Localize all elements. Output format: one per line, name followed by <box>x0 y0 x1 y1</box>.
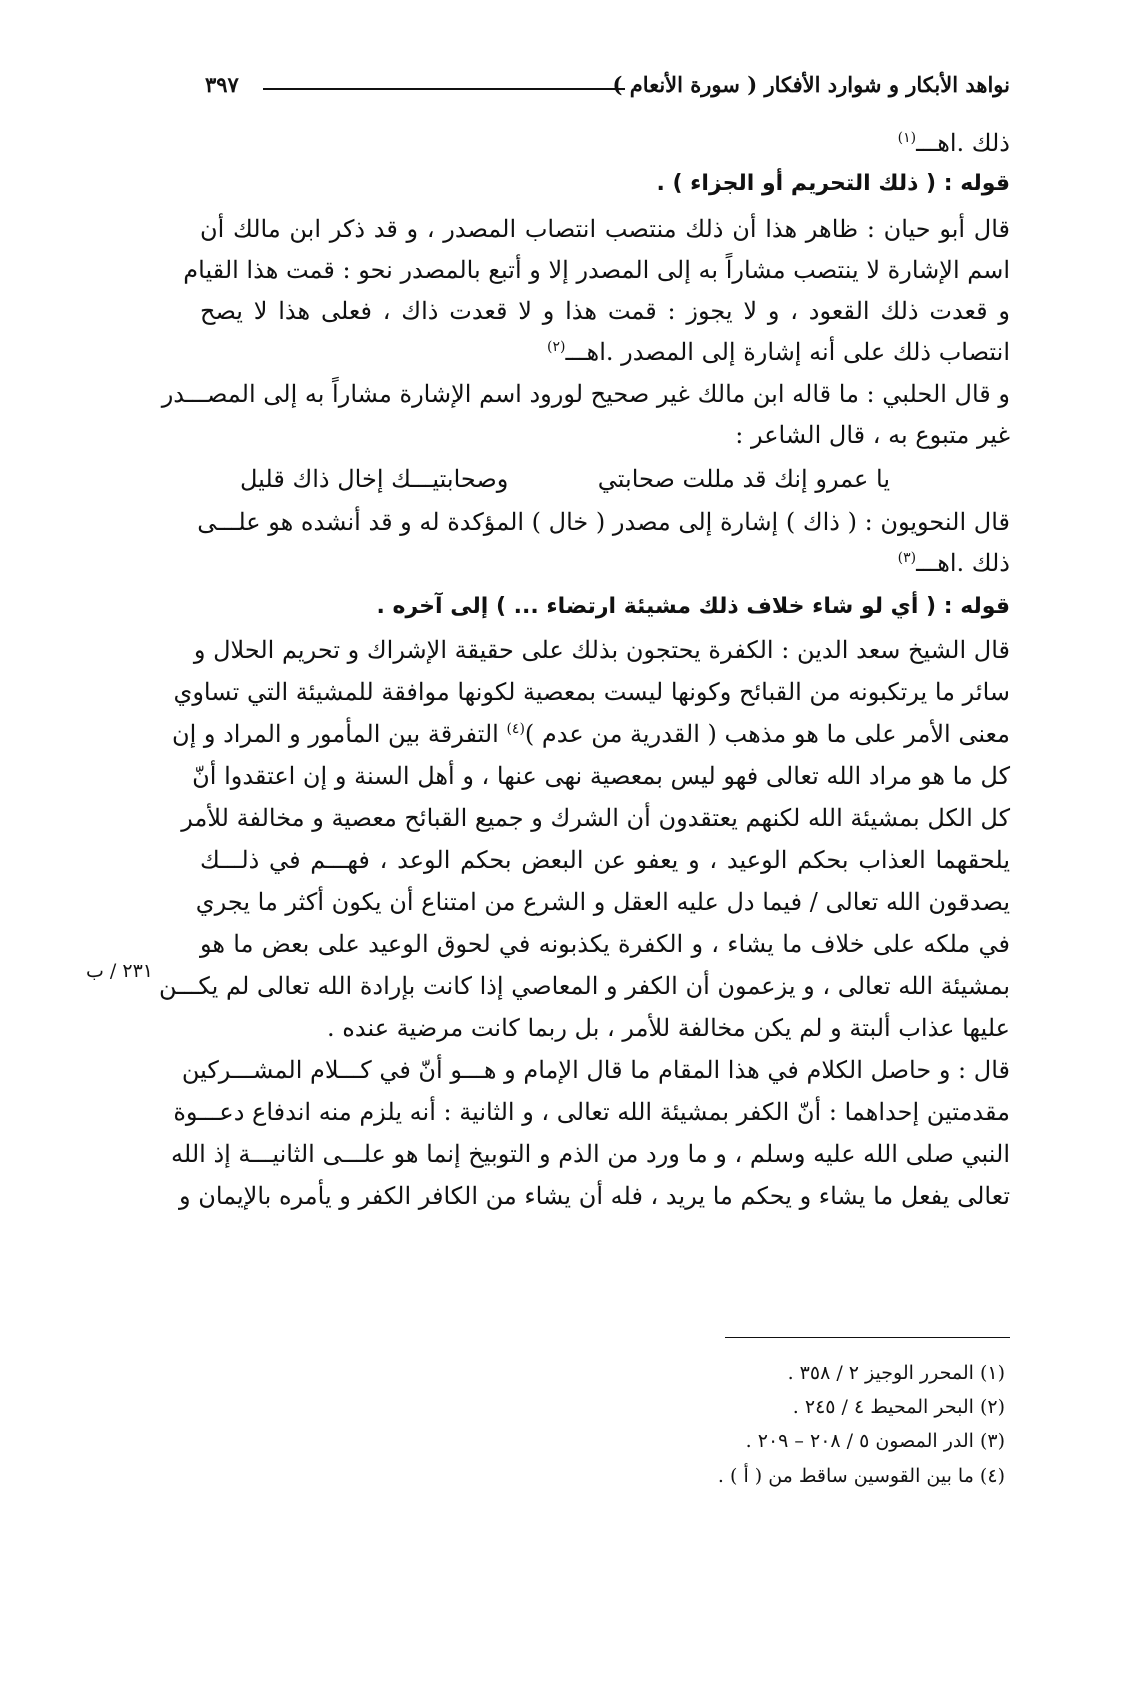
verse-hemistich-2: وصحابتيـــك إخال ذاك قليل <box>240 465 509 493</box>
page-number: ٣٩٧ <box>205 72 239 97</box>
footnote-ref: (٤) <box>506 721 525 737</box>
text-line: معنى الأمر على ما هو مذهب ( القدرية من عدم )$^{(٤)}$ التفرقة بين المأمور و المراد و إن <box>171 720 1010 748</box>
text-line: قال أبو حيان : ظاهر هذا أن ذلك منتصب انتصاب المصدر ، و قد ذكر ابن مالك أن <box>200 215 1010 243</box>
text-line: يصدقون الله تعالى / فيما دل عليه العقل و الشرع من امتناع أن يكون أكثر ما يجري <box>195 888 1010 916</box>
text-line: في ملكه على خلاف ما يشاء ، و الكفرة يكذبونه في لحوق الوعيد على بعض ما هو <box>200 930 1010 958</box>
text-line: اسم الإشارة لا ينتصب مشاراً به إلى المصدر إلا و أتبع بالمصدر نحو : قمت هذا القيام <box>183 256 1010 284</box>
text-line: يلحقهما العذاب بحكم الوعيد ، و يعفو عن البعض بحكم الوعد ، فهـــم في ذلـــك <box>200 846 1010 874</box>
text-line: و قعدت ذلك القعود ، و لا يجوز : قمت هذا و لا قعدت ذاك ، فعلى هذا لا يصح <box>200 297 1010 325</box>
footnote-ref: (١) <box>897 130 917 146</box>
section-heading: قوله : ( ذلك التحريم أو الجزاء ) . <box>656 171 1010 196</box>
text-line: ذلك .اهـــ$^{(٣)}$ <box>897 549 1010 577</box>
footnote: (٤) ما بين القوسين ساقط من ( أ ) . <box>717 1465 1005 1487</box>
text-line: انتصاب ذلك على أنه إشارة إلى المصدر .اهـــ$^{(٢)}$ <box>546 338 1010 366</box>
footnote-ref: (٣) <box>897 550 917 566</box>
text-line: كل ما هو مراد الله تعالى فهو ليس بمعصية نهى عنها ، و أهل السنة و إن اعتقدوا أنّ <box>192 762 1010 790</box>
running-header <box>205 72 1010 102</box>
text-line: ذلك .اهـــ$^{(١)}$ <box>897 129 1010 157</box>
text-line: قال النحويون : ( ذاك ) إشارة إلى مصدر ( خال ) المؤكدة له و قد أنشده هو علـــى <box>197 508 1010 536</box>
verse-hemistich-1: يا عمرو إنك قد مللت صحابتي <box>597 465 890 493</box>
footnote: (٢) البحر المحيط ٤ / ٢٤٥ . <box>792 1396 1005 1418</box>
text-line: قال الشيخ سعد الدين : الكفرة يحتجون بذلك على حقيقة الإشراك و تحريم الحلال و <box>193 636 1010 664</box>
text-line: كل الكل بمشيئة الله لكنهم يعتقدون أن الشرك و جميع القبائح معصية و مخالفة للأمر <box>181 804 1010 832</box>
section-heading: قوله : ( أي لو شاء خلاف ذلك مشيئة ارتضاء ... ) إلى آخره . <box>376 594 1010 619</box>
footnote-separator <box>725 1337 1010 1338</box>
text-line: غير متبوع به ، قال الشاعر : <box>735 421 1010 449</box>
text-line: بمشيئة الله تعالى ، و يزعمون أن الكفر و المعاصي إذا كانت بإرادة الله تعالى لم يكـــن <box>159 972 1010 1000</box>
folio-margin-note: ٢٣١ / ب <box>86 960 153 982</box>
text-line: قال : و حاصل الكلام في هذا المقام ما قال الإمام و هـــو أنّ في كـــلام المشـــركين <box>181 1056 1010 1084</box>
text-line: مقدمتين إحداهما : أنّ الكفر بمشيئة الله تعالى ، و الثانية : أنه يلزم منه اندفاع دعـــوة <box>173 1098 1010 1126</box>
header-rule <box>263 88 625 90</box>
text-line: تعالى يفعل ما يشاء و يحكم ما يريد ، فله أن يشاء من الكافر الكفر و يأمره بالإيمان و <box>178 1182 1010 1210</box>
text-line: سائر ما يرتكبونه من القبائح وكونها ليست بمعصية لكونها موافقة للمشيئة التي تساوي <box>173 678 1010 706</box>
header-title: نواهد الأبكار و شوارد الأفكار ( سورة الأنعام ) <box>612 72 1010 97</box>
footnote-ref: (٢) <box>546 339 566 355</box>
text-line: النبي صلى الله عليه وسلم ، و ما ورد من الذم و التوبيخ إنما هو علـــى الثانيـــة إذ الله <box>171 1140 1010 1168</box>
footnote: (١) المحرر الوجيز ٢ / ٣٥٨ . <box>787 1362 1005 1384</box>
text-line: عليها عذاب ألبتة و لم يكن مخالفة للأمر ، بل ربما كانت مرضية عنده . <box>327 1014 1010 1042</box>
text-line: و قال الحلبي : ما قاله ابن مالك غير صحيح لورود اسم الإشارة مشاراً به إلى المصـــدر <box>161 380 1010 408</box>
footnote: (٣) الدر المصون ٥ / ٢٠٨ – ٢٠٩ . <box>745 1430 1005 1452</box>
